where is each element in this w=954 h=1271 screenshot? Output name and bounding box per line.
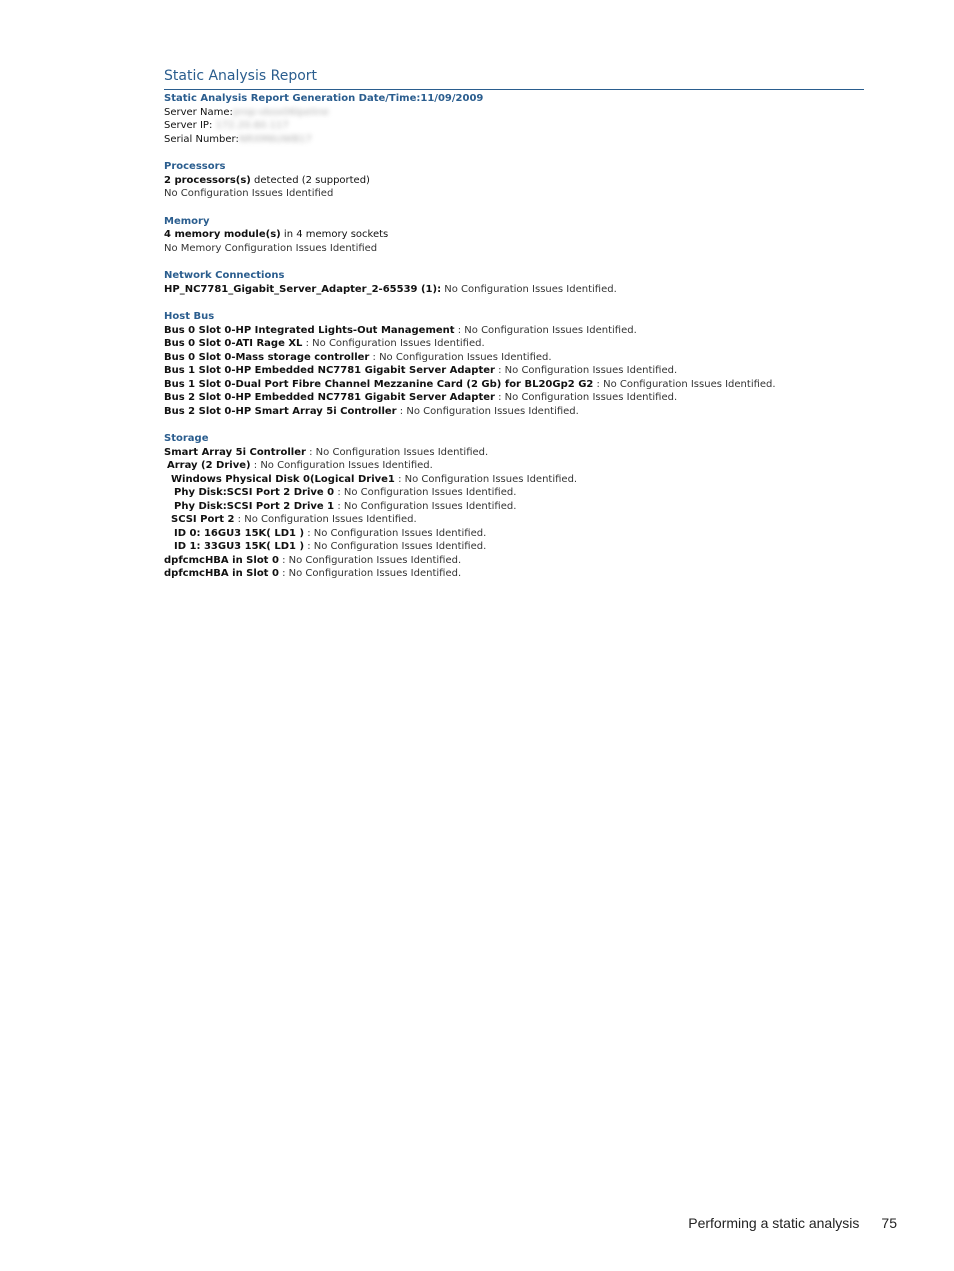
network-item-status: No Configuration Issues Identified.: [441, 283, 617, 295]
server-name-row: [164, 106, 864, 120]
storage-item-status: : No Configuration Issues Identified.: [304, 541, 487, 552]
server-ip-row: [164, 119, 864, 133]
host-bus-item-name: Bus 1 Slot 0-Dual Port Fibre Channel Mezzanine Card (2 Gb) for BL20Gp2 G2: [164, 378, 594, 390]
storage-item-name: Windows Physical Disk 0(Logical Drive1: [171, 473, 395, 485]
host-bus-item-status: : No Configuration Issues Identified.: [369, 351, 552, 363]
host-bus-item-status: : No Configuration Issues Identified.: [593, 378, 776, 390]
storage-item-name: ID 1: 33GU3 15K( LD1 ): [174, 541, 305, 552]
report-title: Static Analysis Report: [164, 68, 318, 84]
storage-item: [164, 473, 864, 487]
host-bus-item-name: Bus 2 Slot 0-HP Smart Array 5i Controller: [164, 405, 397, 417]
storage-item-name: Phy Disk:SCSI Port 2 Drive 0: [174, 487, 335, 498]
host-bus-section: [164, 310, 864, 418]
storage-item-status: : No Configuration Issues Identified.: [250, 460, 433, 471]
storage-item: [164, 513, 864, 527]
storage-item-name: Smart Array 5i Controller: [164, 446, 306, 458]
processors-section: [164, 160, 864, 201]
generation-date-label: Static Analysis Report Generation Date/Time:: [164, 93, 421, 104]
host-bus-item: [164, 364, 864, 378]
processors-count: [164, 174, 864, 188]
memory-heading: Memory: [164, 215, 210, 227]
host-bus-item-name: Bus 1 Slot 0-HP Embedded NC7781 Gigabit Server Adapter: [164, 365, 495, 376]
server-name-value: prop-vbox06lpeline: [232, 106, 329, 118]
host-bus-item: [164, 351, 864, 365]
page-number: 75: [881, 1215, 897, 1231]
memory-status: No Memory Configuration Issues Identified: [164, 242, 378, 254]
storage-item: [164, 527, 864, 541]
network-item: [164, 283, 864, 297]
host-bus-item-name: Bus 0 Slot 0-HP Integrated Lights-Out Management: [164, 324, 455, 336]
serial-number-row: [164, 133, 864, 147]
processors-status: No Configuration Issues Identified: [164, 188, 334, 199]
server-name-label: Server Name:: [164, 106, 233, 118]
host-bus-item-name: Bus 2 Slot 0-HP Embedded NC7781 Gigabit Server Adapter: [164, 392, 495, 403]
host-bus-heading: Host Bus: [164, 311, 215, 322]
storage-item: [164, 446, 864, 460]
host-bus-item: [164, 405, 864, 419]
host-bus-item-status: : No Configuration Issues Identified.: [396, 405, 579, 417]
host-bus-item-name: Bus 0 Slot 0-ATI Rage XL: [164, 338, 303, 349]
storage-item: [164, 459, 864, 473]
storage-item-status: : No Configuration Issues Identified.: [304, 527, 487, 539]
storage-item: [164, 554, 864, 568]
storage-item-status: : No Configuration Issues Identified.: [278, 554, 462, 566]
storage-item: [164, 500, 864, 514]
processors-heading: Processors: [164, 161, 226, 172]
host-bus-item: [164, 324, 864, 338]
storage-section: [164, 432, 864, 581]
host-bus-item-status: : No Configuration Issues Identified.: [302, 338, 485, 349]
storage-item-status: : No Configuration Issues Identified.: [334, 487, 517, 498]
host-bus-item-status: : No Configuration Issues Identified.: [454, 324, 637, 336]
memory-count: [164, 228, 864, 242]
server-ip-label: Server IP:: [164, 120, 213, 131]
storage-item-name: ID 0: 16GU3 15K( LD1 ): [174, 527, 305, 539]
storage-item-name: Array (2 Drive): [167, 460, 251, 471]
processors-count-bold: 2 processors(s): [164, 174, 251, 186]
memory-count-bold: 4 memory module(s): [164, 229, 281, 240]
storage-item-name: Phy Disk:SCSI Port 2 Drive 1: [174, 500, 335, 512]
footer-section-title: Performing a static analysis: [688, 1215, 860, 1231]
memory-count-detail: in 4 memory sockets: [280, 229, 389, 240]
page-footer: [688, 1215, 897, 1231]
server-ip-value: 172.20.60.117: [215, 120, 289, 131]
host-bus-item-name: Bus 0 Slot 0-Mass storage controller: [164, 351, 370, 363]
generation-date: [164, 92, 864, 106]
storage-item-status: : No Configuration Issues Identified.: [278, 568, 462, 579]
network-heading: Network Connections: [164, 270, 285, 281]
host-bus-item: [164, 391, 864, 405]
storage-item-status: : No Configuration Issues Identified.: [305, 446, 489, 458]
storage-item: [164, 567, 864, 581]
serial-number-value: NRXM6UWB17: [238, 133, 312, 145]
serial-number-label: Serial Number:: [164, 133, 239, 145]
host-bus-item-status: : No Configuration Issues Identified.: [494, 392, 678, 403]
storage-item-status: : No Configuration Issues Identified.: [234, 514, 417, 525]
static-analysis-report: [164, 66, 864, 581]
storage-item-name: SCSI Port 2: [171, 514, 235, 525]
memory-section: [164, 215, 864, 256]
host-bus-item: [164, 337, 864, 351]
storage-item-name: dpfcmcHBA in Slot 0: [164, 568, 279, 579]
host-bus-item-status: : No Configuration Issues Identified.: [494, 365, 678, 376]
network-section: [164, 269, 864, 296]
title-divider: [164, 89, 864, 90]
storage-heading: Storage: [164, 433, 209, 444]
generation-date-value: 11/09/2009: [420, 93, 484, 104]
storage-item-name: dpfcmcHBA in Slot 0: [164, 554, 279, 566]
network-item-name: HP_NC7781_Gigabit_Server_Adapter_2-65539 (1):: [164, 283, 442, 295]
storage-item-status: : No Configuration Issues Identified.: [334, 500, 517, 512]
storage-item-status: : No Configuration Issues Identified.: [394, 473, 578, 485]
host-bus-item: [164, 378, 864, 392]
storage-item: [164, 486, 864, 500]
processors-count-detail: detected (2 supported): [250, 174, 370, 186]
storage-item: [164, 540, 864, 554]
